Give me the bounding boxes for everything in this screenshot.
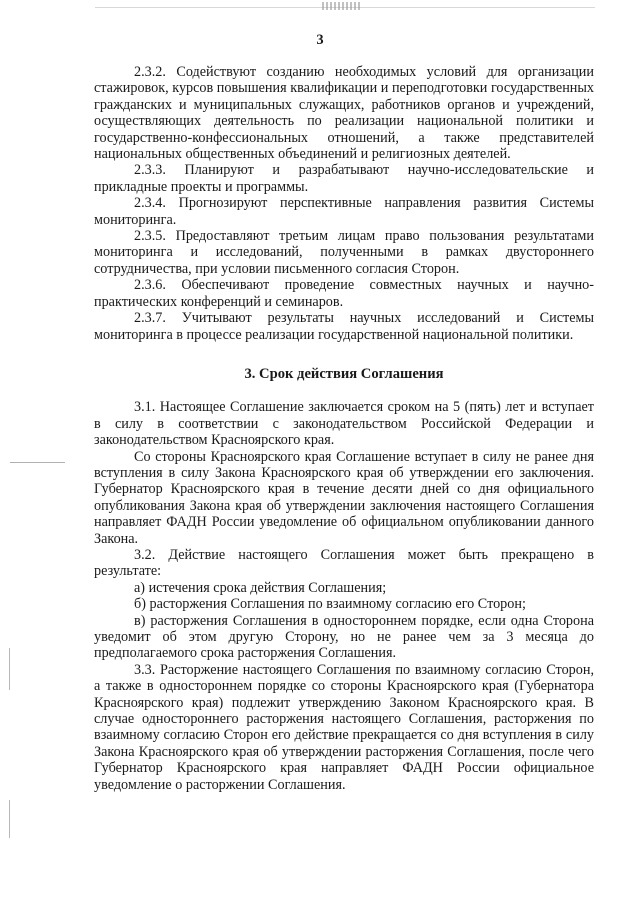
scan-left-margin-mark [10,462,65,463]
list-item-a: а) истечения срока действия Соглашения; [134,579,387,596]
scan-left-margin-bar [9,800,10,838]
paragraph-2-3-3: 2.3.3. Планируют и разрабатывают научно-исследовательские и прикладные проекты и программы. [94,162,594,195]
paragraph-3-2: 3.2. Действие настоящего Соглашения может быть прекращено в результате: [94,546,594,580]
paragraph-2-3-4: 2.3.4. Прогнозируют перспективные направления развития Системы мониторинга. [94,195,594,228]
document-body [94,64,594,793]
paragraph-2-3-5: 2.3.5. Предоставляют третьим лицам право пользования результатами мониторинга и исследований, полученными в рамках двустороннего сотрудничества, при условии письменного согласия Сторон. [94,228,594,277]
scan-left-margin-bar [9,648,10,690]
scan-top-artifact [322,2,362,10]
section-heading: 3. Срок действия Соглашения [244,365,444,382]
page-number: 3 [316,32,324,48]
list-item-b: б) расторжения Соглашения по взаимному согласию его Сторон; [134,596,526,613]
list-item-c: в) расторжения Соглашения в одностороннем порядке, если одна Сторона уведомит об этом другую Сторону, но не ранее чем за 3 месяца до предполагаемого срока расторжения Соглашения. [94,612,594,662]
paragraph-2-3-6: 2.3.6. Обеспечивают проведение совместных научных и научно-практических конференций и семинаров. [94,277,594,310]
paragraph-3-1: 3.1. Настоящее Соглашение заключается сроком на 5 (пять) лет и вступает в силу в соответствии с законодательством Российской Федерации и законодательством Красноярского края. [94,399,594,449]
paragraph-3-1-entry-into-force: Со стороны Красноярского края Соглашение вступает в силу не ранее дня вступления в силу Закона Красноярского края об утверждении его заключения. Губернатор Красноярского края в течение десяти дней со дня официального опубликования Закона края об утверждении заключения настоящего Соглашения направляет ФАДН России уведомление об официальном опубликовании данного Закона. [94,448,594,547]
paragraph-3-3: 3.3. Расторжение настоящего Соглашения по взаимному согласию Сторон, а также в одностороннем порядке со стороны Красноярского края (Губернатора Красноярского края) подлежит утверждению Законом Красноярского края. В случае одностороннего расторжения настоящего Соглашения, расторжения по взаимному согласию Сторон его действие прекращается со дня вступления в силу Закона Красноярского края об утверждении расторжения Соглашения, после чего Губернатор Красноярского края направляет ФАДН России официальное уведомление о расторжении Соглашения. [94,661,594,793]
paragraph-2-3-2: 2.3.2. Содействуют созданию необходимых условий для организации стажировок, курсов повышения квалификации и переподготовки государственных гражданских и муниципальных служащих, работников органов и учреждений, осуществляющих деятельность по реализации национальной политики и государственно-конфессиональных отношений, а также представителей национальных общественных объединений и религиозных деятелей. [94,64,594,163]
paragraph-2-3-7: 2.3.7. Учитывают результаты научных исследований и Системы мониторинга в процессе реализации государственной национальной политики. [94,310,594,343]
